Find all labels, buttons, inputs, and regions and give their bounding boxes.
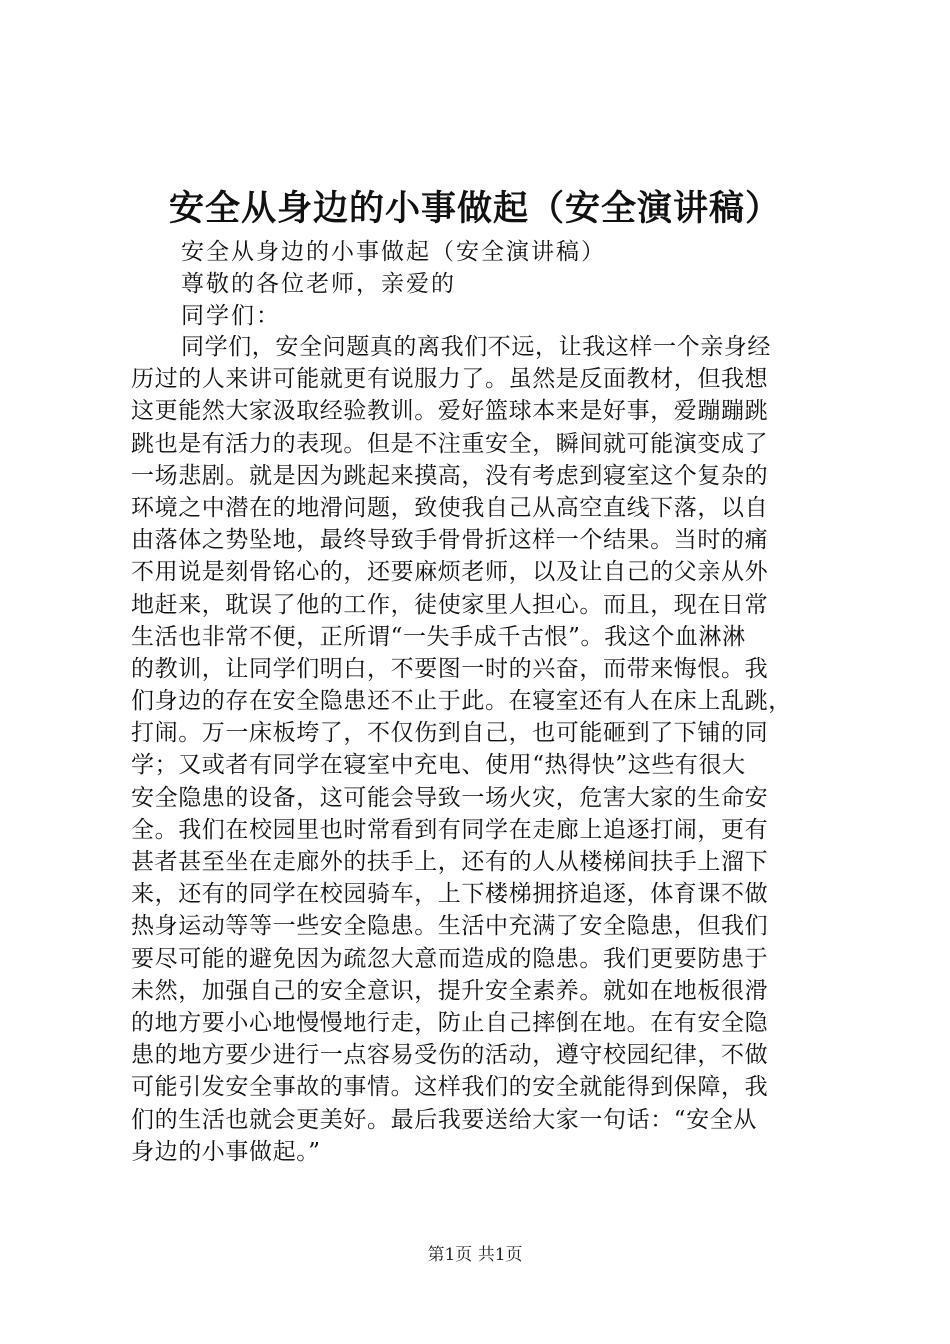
body-line: 一场悲剧。就是因为跳起来摸高，没有考虑到寝室这个复杂的 (131, 462, 769, 489)
body-line: 来，还有的同学在校园骑车，上下楼梯拥挤追逐，体育课不做 (131, 881, 769, 908)
body-line: 们的生活也就会更美好。最后我要送给大家一句话：“安全从 (131, 1106, 757, 1133)
body-line: 生活也非常不便，正所谓“一失手成千古恨”。我这个血淋淋 (131, 623, 746, 650)
body-line: 同学们，安全问题真的离我们不远，让我这样一个亲身经 (181, 334, 771, 360)
speech-body (131, 331, 836, 1168)
body-line: 的地方要小心地慢慢地行走，防止自己摔倒在地。在有安全隐 (131, 1009, 769, 1036)
body-line: 环境之中潜在的地滑问题，致使我自己从高空直线下落，以自 (131, 494, 769, 521)
body-line: 要尽可能的避免因为疏忽大意而造成的隐患。我们更要防患于 (131, 945, 769, 972)
body-line: 不用说是刻骨铭心的，还要麻烦老师，以及让自己的父亲从外 (131, 559, 769, 586)
body-line: 学；又或者有同学在寝室中充电、使用“热得快”这些有很大 (131, 752, 746, 779)
body-line: 这更能然大家汲取经验教训。爱好篮球本来是好事，爱蹦蹦跳 (131, 398, 769, 425)
document-title: 安全从身边的小事做起（安全演讲稿） (168, 188, 781, 229)
intro-line-salutation: 尊敬的各位老师，亲爱的 (181, 271, 456, 297)
body-line: 未然，加强自己的安全意识，提升安全素养。就如在地板很滑 (131, 977, 769, 1004)
page-footer: 第1页 共1页 (427, 1245, 523, 1265)
body-line: 历过的人来讲可能就更有说服力了。虽然是反面教材，但我想 (131, 366, 769, 393)
body-line: 甚者甚至坐在走廊外的扶手上，还有的人从楼梯间扶手上溜下 (131, 849, 769, 875)
body-line: 地赶来，耽误了他的工作，徒使家里人担心。而且，现在日常 (131, 591, 769, 618)
body-line: 由落体之势坠地，最终导致手骨骨折这样一个结果。当时的痛 (131, 527, 769, 554)
body-line: 身边的小事做起。” (131, 1138, 321, 1165)
intro-line-audience: 同学们： (181, 303, 281, 329)
body-line: 们身边的存在安全隐患还不止于此。在寝室还有人在床上乱跳， (131, 688, 792, 715)
body-line: 可能引发安全事故的事情。这样我们的安全就能得到保障，我 (131, 1074, 769, 1101)
body-line: 热身运动等等一些安全隐患。生活中充满了安全隐患，但我们 (131, 913, 769, 940)
body-line: 全。我们在校园里也时常看到有同学在走廊上追逐打闹，更有 (131, 816, 769, 843)
body-line: 打闹。万一床板垮了，不仅伤到自己，也可能砸到了下铺的同 (131, 720, 769, 747)
body-line: 患的地方要少进行一点容易受伤的活动，遵守校园纪律，不做 (131, 1042, 769, 1069)
body-line: 的教训，让同学们明白，不要图一时的兴奋，而带来悔恨。我 (131, 655, 769, 682)
intro-line-subtitle: 安全从身边的小事做起（安全演讲稿） (181, 239, 606, 265)
body-line: 安全隐患的设备，这可能会导致一场火灾，危害大家的生命安 (131, 784, 769, 811)
body-line: 跳也是有活力的表现。但是不注重安全，瞬间就可能演变成了 (131, 430, 769, 457)
